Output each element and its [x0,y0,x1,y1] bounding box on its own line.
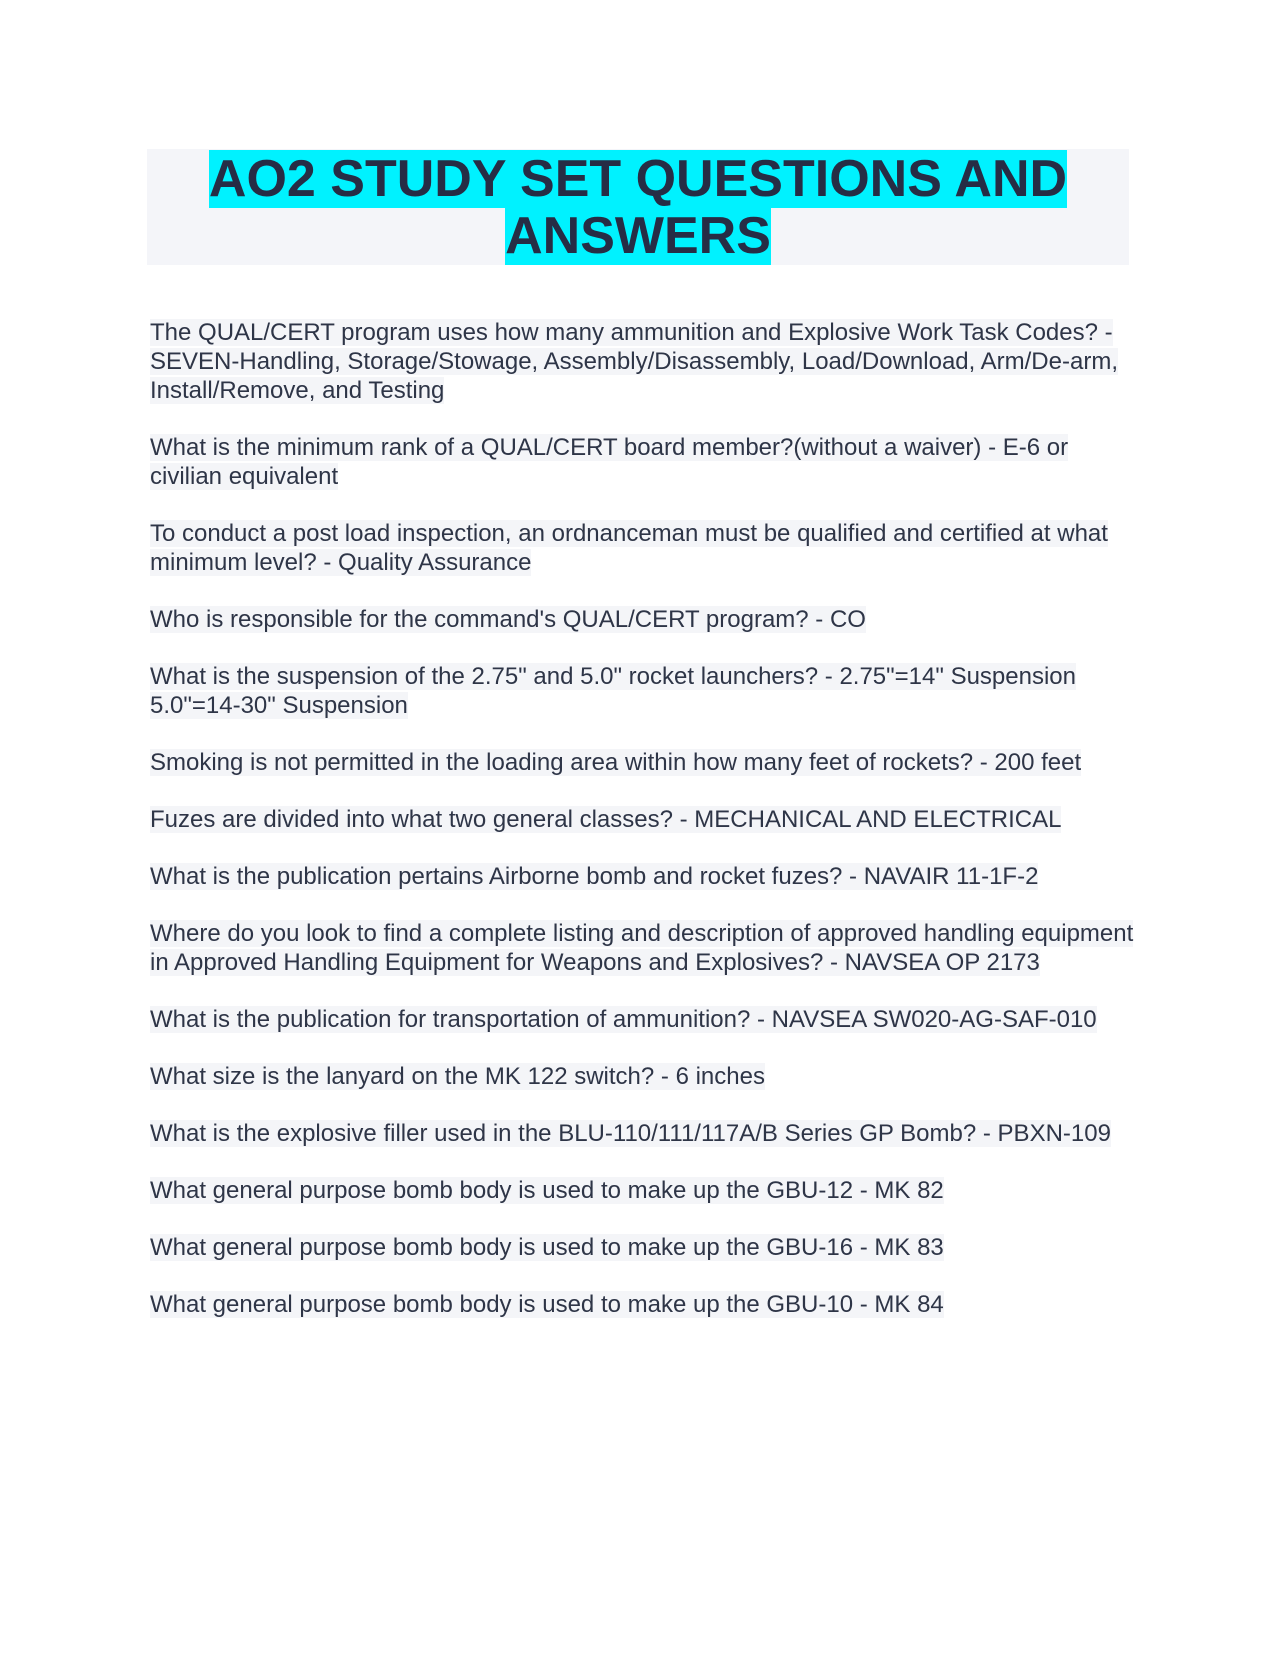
qa-item [150,605,1135,634]
qa-item [150,748,1135,777]
qa-text: What is the suspension of the 2.75" and 5.0" rocket launchers? - 2.75"=14" Suspension 5.0"=14-30" Suspension [150,663,1076,719]
qa-text: What general purpose bomb body is used to make up the GBU-16 - MK 83 [150,1234,944,1261]
qa-text: What is the publication pertains Airborne bomb and rocket fuzes? - NAVAIR 11-1F-2 [150,863,1039,890]
qa-text: The QUAL/CERT program uses how many ammunition and Explosive Work Task Codes? - SEVEN-Handling, Storage/Stowage, Assembly/Disassembly, Load/Download, Arm/De-arm, Install/Remove, and Testing [150,319,1118,404]
qa-item [150,519,1135,577]
qa-text: Smoking is not permitted in the loading area within how many feet of rockets? - 200 feet [150,749,1082,776]
qa-text: What is the explosive filler used in the BLU-110/111/117A/B Series GP Bomb? - PBXN-109 [150,1120,1111,1147]
qa-item [150,1062,1135,1091]
qa-text: Where do you look to find a complete listing and description of approved handling equipment in Approved Handling Equipment for Weapons and Explosives? - NAVSEA OP 2173 [150,920,1134,976]
qa-item [150,862,1135,891]
qa-text: What size is the lanyard on the MK 122 switch? - 6 inches [150,1063,765,1090]
qa-item [150,1119,1135,1148]
qa-text: What is the minimum rank of a QUAL/CERT board member?(without a waiver) - E-6 or civilian equivalent [150,434,1069,490]
document-title [147,149,1129,265]
qa-list [150,318,1135,1347]
qa-text: Who is responsible for the command's QUAL/CERT program? - CO [150,606,866,633]
qa-item [150,433,1135,491]
qa-text: To conduct a post load inspection, an ordnanceman must be qualified and certified at what minimum level? - Quality Assurance [150,520,1108,576]
qa-item [150,662,1135,720]
qa-text: What general purpose bomb body is used to make up the GBU-12 - MK 82 [150,1177,944,1204]
qa-text: What general purpose bomb body is used to make up the GBU-10 - MK 84 [150,1291,944,1318]
qa-item [150,805,1135,834]
qa-item [150,1290,1135,1319]
qa-item [150,919,1135,977]
qa-item [150,1233,1135,1262]
qa-text: What is the publication for transportation of ammunition? - NAVSEA SW020-AG-SAF-010 [150,1006,1097,1033]
qa-item [150,318,1135,405]
qa-text: Fuzes are divided into what two general classes? - MECHANICAL AND ELECTRICAL [150,806,1062,833]
document-title-text: AO2 STUDY SET QUESTIONS AND ANSWERS [208,150,1068,265]
qa-item [150,1005,1135,1034]
qa-item [150,1176,1135,1205]
